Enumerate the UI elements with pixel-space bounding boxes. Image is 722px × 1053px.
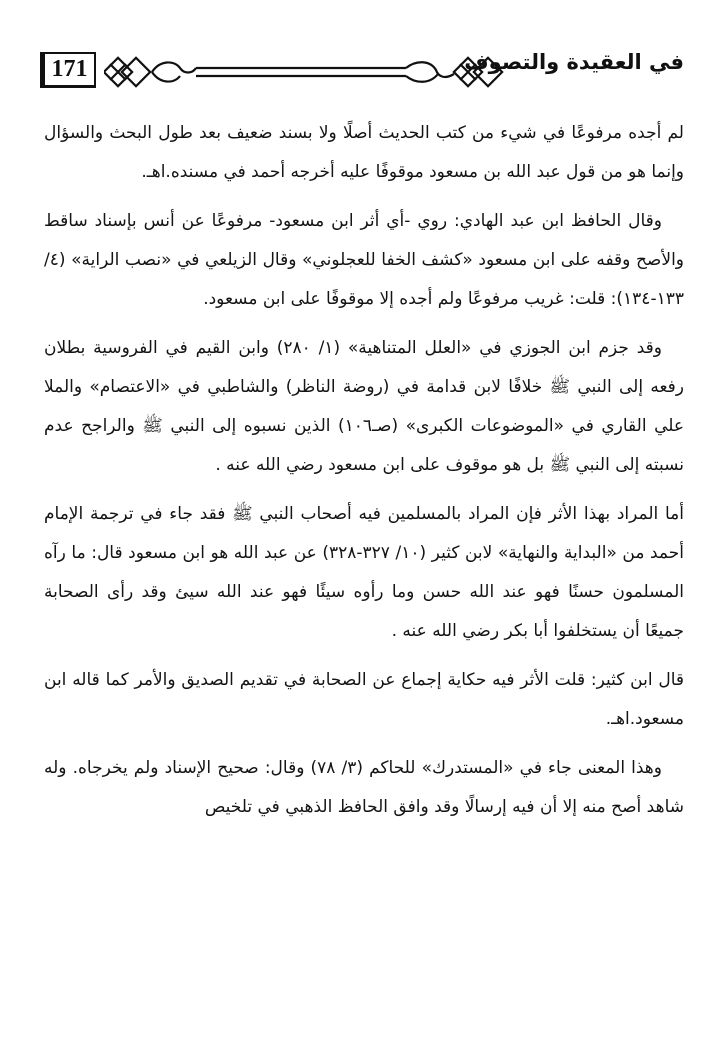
paragraph: وهذا المعنى جاء في «المستدرك» للحاكم (٣/ ٧٨) وقال: صحيح الإسناد ولم يخرجاه. وله شاهد أصح منه إلا أن فيه إرسالًا وقد وافق الحافظ الذهبي في تلخيص (44, 758, 684, 817)
paragraph: وقد جزم ابن الجوزي في «العلل المتناهية» (١/ ٢٨٠) وابن القيم في الفروسية بطلان رفعه إلى النبي ﷺ خلافًا لابن قدامة في (روضة الناظر) والشاطبي في «الاعتصام» والملا علي القاري في «الموضوعات الكبرى» (صـ١٠٦) الذين نسبوه إلى النبي ﷺ والراجح عدم نسبته إلى النبي ﷺ بل هو موقوف على ابن مسعود رضي الله عنه . (44, 338, 685, 475)
paragraph: لم أجده مرفوعًا في شيء من كتب الحديث أصلًا ولا بسند ضعيف بعد طول البحث والسؤال وإنما هو من قول عبد الله بن مسعود موقوفًا عليه أخرجه أحمد في مسنده.اهـ. (44, 123, 684, 182)
paragraph: أما المراد بهذا الأثر فإن المراد بالمسلمين فيه أصحاب النبي ﷺ فقد جاء في ترجمة الإمام أحمد من «البداية والنهاية» لابن كثير (١٠/ ٣٢٧-٣٢٨) عن عبد الله هو ابن مسعود قال: ما رآه المسلمون حسنًا فهو عند الله حسن وما رأوه سيئًا فهو عند الله سيئ وقد رأى الصحابة جميعًا أن يستخلفوا أبا بكر رضي الله عنه . (44, 504, 684, 641)
header-ornament-icon (104, 52, 514, 92)
page-number: 171 (40, 52, 96, 88)
paragraph: قال ابن كثير: قلت الأثر فيه حكاية إجماع عن الصحابة في تقديم الصديق والأمر كما قاله ابن مسعود.اهـ. (44, 670, 684, 729)
page-header-title: في العقيدة والتصوف (464, 50, 684, 74)
page-body (44, 114, 684, 837)
page-header (34, 44, 684, 100)
paragraph: وقال الحافظ ابن عبد الهادي: روي -أي أثر ابن مسعود- مرفوعًا عن أنس بإسناد ساقط والأصح وقفه على ابن مسعود «كشف الخفا للعجلوني» وقال الزيلعي في «نصب الراية» (٤/ ١٣٣-١٣٤): قلت: غريب مرفوعًا ولم أجده إلا موقوفًا على ابن مسعود. (44, 211, 684, 309)
